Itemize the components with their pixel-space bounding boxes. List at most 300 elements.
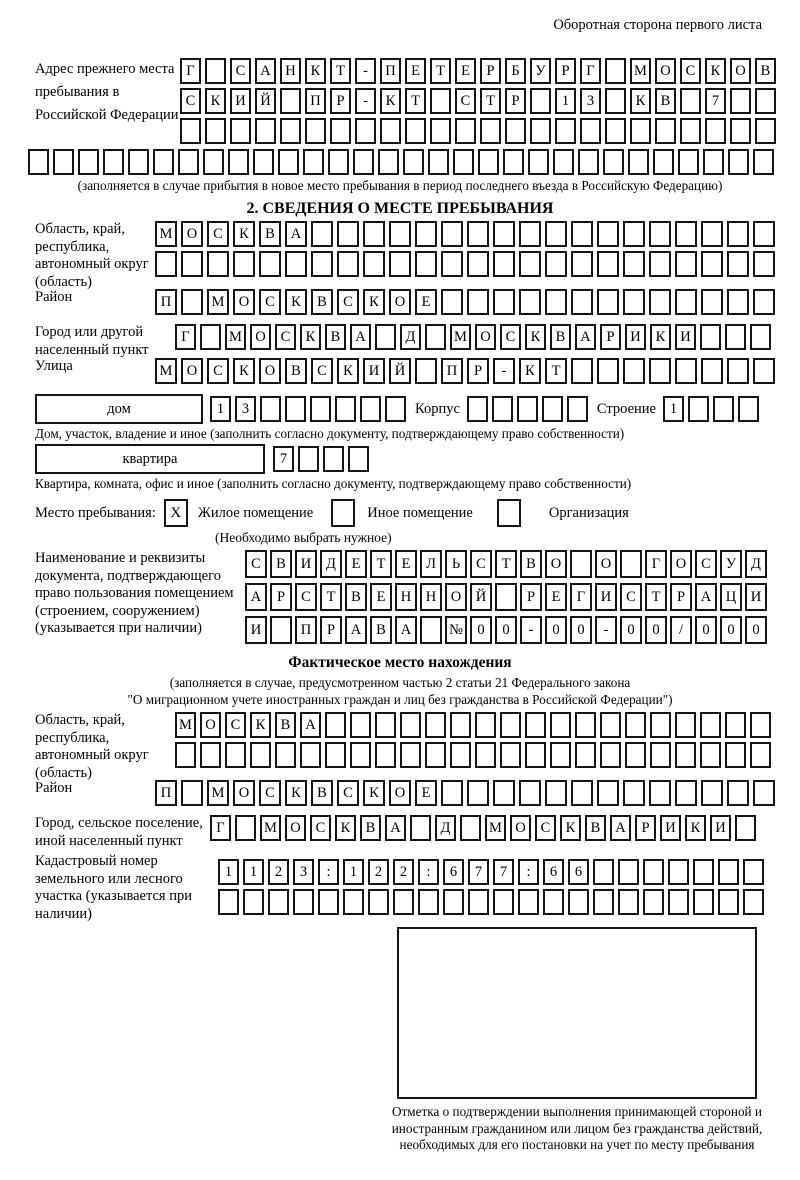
cadastral-row-1 <box>218 859 764 885</box>
cadastral-label: Кадастровый номер земельного или лесного участка (указывается при наличии) <box>35 853 192 922</box>
char-cell <box>128 149 149 175</box>
stay-type-note: (Необходимо выбрать нужное) <box>215 530 392 545</box>
char-cell <box>597 251 619 277</box>
house-note: Дом, участок, владение и иное (заполнить согласно документу, подтверждающему право собственности) <box>35 426 625 441</box>
char-cell <box>441 289 463 315</box>
korpus-cells <box>467 396 588 422</box>
char-cell <box>550 742 571 768</box>
char-cell <box>425 712 446 738</box>
char-cell: О <box>259 358 281 384</box>
char-cell <box>380 118 401 144</box>
char-cell: М <box>175 712 196 738</box>
char-cell: Е <box>405 58 426 84</box>
stay-region-row-2 <box>155 251 775 277</box>
char-cell <box>453 149 474 175</box>
char-cell <box>725 742 746 768</box>
char-cell: Г <box>645 550 667 578</box>
char-cell <box>623 358 645 384</box>
char-cell <box>268 889 289 915</box>
char-cell: В <box>311 289 333 315</box>
char-cell <box>293 889 314 915</box>
char-cell <box>467 251 489 277</box>
char-cell: О <box>233 289 255 315</box>
char-cell <box>280 118 301 144</box>
stay-type-option-residential: Жилое помещение <box>197 504 314 521</box>
char-cell: О <box>595 550 617 578</box>
char-cell: А <box>385 815 406 841</box>
char-cell: К <box>363 780 385 806</box>
char-cell: Т <box>480 88 501 114</box>
char-cell <box>500 712 521 738</box>
actual-region-row-1 <box>175 712 771 738</box>
stay-type-label: Место пребывания: <box>35 504 156 521</box>
char-cell <box>575 742 596 768</box>
char-cell <box>623 251 645 277</box>
char-cell <box>180 118 201 144</box>
char-cell <box>571 358 593 384</box>
char-cell: Т <box>495 550 517 578</box>
char-cell <box>500 742 521 768</box>
korpus-label: Корпус <box>415 400 460 417</box>
char-cell <box>600 742 621 768</box>
char-cell <box>567 396 588 422</box>
char-cell <box>597 358 619 384</box>
char-cell <box>643 859 664 885</box>
char-cell <box>603 149 624 175</box>
actual-location-note-2: "О миграционном учете иностранных граждан и лиц без гражданства в Российской Федерации") <box>127 692 673 707</box>
char-cell <box>753 221 775 247</box>
char-cell: Е <box>370 583 392 611</box>
actual-district-label: Район <box>35 780 73 796</box>
char-cell <box>495 583 517 611</box>
char-cell: К <box>705 58 726 84</box>
prev-address-row-4 <box>28 149 800 175</box>
char-cell: И <box>295 550 317 578</box>
char-cell: К <box>525 324 546 350</box>
char-cell: А <box>345 616 367 644</box>
char-cell: № <box>445 616 467 644</box>
char-cell <box>519 221 541 247</box>
char-cell <box>705 118 726 144</box>
char-cell <box>389 251 411 277</box>
char-cell <box>700 742 721 768</box>
actual-region-grid <box>175 712 771 772</box>
char-cell: И <box>660 815 681 841</box>
char-cell: - <box>355 88 376 114</box>
char-cell <box>755 88 776 114</box>
char-cell: А <box>395 616 417 644</box>
char-cell: И <box>625 324 646 350</box>
char-cell <box>53 149 74 175</box>
char-cell <box>455 118 476 144</box>
char-cell <box>649 289 671 315</box>
char-cell: Т <box>645 583 667 611</box>
char-cell <box>303 149 324 175</box>
char-cell <box>630 118 651 144</box>
char-cell: - <box>595 616 617 644</box>
stay-type-row <box>35 498 800 528</box>
char-cell: 1 <box>210 396 231 422</box>
char-cell <box>285 396 306 422</box>
char-cell: И <box>595 583 617 611</box>
char-cell: Д <box>400 324 421 350</box>
char-cell: М <box>260 815 281 841</box>
char-cell: С <box>680 58 701 84</box>
char-cell <box>225 742 246 768</box>
char-cell: О <box>670 550 692 578</box>
char-cell <box>680 88 701 114</box>
char-cell <box>441 251 463 277</box>
document-block <box>35 550 800 649</box>
char-cell <box>727 780 749 806</box>
char-cell: Н <box>420 583 442 611</box>
char-cell: 0 <box>695 616 717 644</box>
prev-address-block <box>35 58 800 148</box>
char-cell <box>28 149 49 175</box>
char-cell <box>337 251 359 277</box>
char-cell: К <box>205 88 226 114</box>
char-cell: 1 <box>218 859 239 885</box>
prev-address-row-1 <box>180 58 776 84</box>
char-cell <box>643 889 664 915</box>
char-cell <box>701 289 723 315</box>
char-cell: К <box>335 815 356 841</box>
char-cell <box>668 859 689 885</box>
char-cell: В <box>345 583 367 611</box>
char-cell <box>519 251 541 277</box>
char-cell: В <box>270 550 292 578</box>
char-cell: У <box>720 550 742 578</box>
document-row-3 <box>245 616 767 644</box>
char-cell: Д <box>320 550 342 578</box>
char-cell <box>325 742 346 768</box>
char-cell <box>623 780 645 806</box>
char-cell: Е <box>345 550 367 578</box>
char-cell <box>278 149 299 175</box>
char-cell: : <box>418 859 439 885</box>
char-cell <box>725 712 746 738</box>
char-cell: П <box>295 616 317 644</box>
char-cell <box>400 712 421 738</box>
char-cell: К <box>305 58 326 84</box>
stay-region-grid <box>155 221 775 281</box>
char-cell <box>360 396 381 422</box>
apartment-box-label: квартира <box>35 444 265 474</box>
char-cell <box>410 815 431 841</box>
char-cell <box>727 289 749 315</box>
char-cell: Г <box>580 58 601 84</box>
char-cell <box>393 889 414 915</box>
char-cell <box>200 324 221 350</box>
char-cell <box>727 251 749 277</box>
char-cell <box>545 251 567 277</box>
char-cell <box>218 889 239 915</box>
char-cell <box>200 742 221 768</box>
stay-type-checkbox-other <box>331 499 355 527</box>
char-cell <box>728 149 749 175</box>
char-cell <box>755 118 776 144</box>
char-cell: 7 <box>468 859 489 885</box>
stroenie-cells <box>663 396 759 422</box>
char-cell: М <box>207 289 229 315</box>
char-cell: М <box>155 221 177 247</box>
char-cell: 0 <box>495 616 517 644</box>
char-cell: Р <box>320 616 342 644</box>
actual-region-row-2 <box>175 742 771 768</box>
char-cell <box>335 396 356 422</box>
char-cell: К <box>685 815 706 841</box>
actual-city-row <box>210 815 756 841</box>
char-cell <box>235 815 256 841</box>
char-cell: К <box>519 358 541 384</box>
char-cell <box>493 780 515 806</box>
char-cell: Н <box>395 583 417 611</box>
char-cell <box>675 358 697 384</box>
char-cell: 6 <box>568 859 589 885</box>
char-cell: С <box>245 550 267 578</box>
char-cell: И <box>245 616 267 644</box>
apartment-cells <box>273 446 369 472</box>
char-cell: 7 <box>273 446 294 472</box>
char-cell: А <box>255 58 276 84</box>
char-cell <box>353 149 374 175</box>
char-cell: М <box>207 780 229 806</box>
cadastral-block <box>35 853 800 923</box>
char-cell <box>678 149 699 175</box>
prev-address-row-2 <box>180 88 776 114</box>
char-cell <box>597 780 619 806</box>
char-cell: Г <box>570 583 592 611</box>
char-cell: А <box>695 583 717 611</box>
char-cell <box>593 859 614 885</box>
char-cell <box>623 289 645 315</box>
char-cell: М <box>225 324 246 350</box>
char-cell <box>580 118 601 144</box>
char-cell: Г <box>180 58 201 84</box>
char-cell <box>275 742 296 768</box>
actual-location-note-1: (заполняется в случае, предусмотренном частью 2 статьи 21 Федерального закона <box>169 675 631 690</box>
char-cell: С <box>311 358 333 384</box>
char-cell <box>467 780 489 806</box>
char-cell: В <box>655 88 676 114</box>
char-cell <box>555 118 576 144</box>
char-cell <box>675 712 696 738</box>
char-cell <box>330 118 351 144</box>
char-cell <box>735 815 756 841</box>
stay-city-row <box>175 324 771 350</box>
prev-address-row-3 <box>180 118 776 144</box>
char-cell <box>518 889 539 915</box>
char-cell: - <box>520 616 542 644</box>
char-cell: 6 <box>443 859 464 885</box>
char-cell: Р <box>270 583 292 611</box>
char-cell <box>475 712 496 738</box>
char-cell: В <box>550 324 571 350</box>
char-cell: О <box>181 358 203 384</box>
char-cell <box>255 118 276 144</box>
stay-type-option-organization: Организация <box>548 504 629 521</box>
char-cell: О <box>545 550 567 578</box>
actual-district-block <box>35 780 800 810</box>
char-cell: О <box>445 583 467 611</box>
char-cell <box>253 149 274 175</box>
char-cell <box>207 251 229 277</box>
char-cell: Р <box>505 88 526 114</box>
char-cell <box>205 118 226 144</box>
char-cell <box>550 712 571 738</box>
char-cell <box>701 221 723 247</box>
page-side-note: Оборотная сторона первого листа <box>553 17 762 33</box>
char-cell <box>450 712 471 738</box>
char-cell: А <box>285 221 307 247</box>
char-cell: И <box>710 815 731 841</box>
char-cell <box>727 358 749 384</box>
char-cell <box>545 221 567 247</box>
char-cell: П <box>441 358 463 384</box>
char-cell <box>259 251 281 277</box>
char-cell <box>350 712 371 738</box>
char-cell: С <box>500 324 521 350</box>
char-cell: В <box>370 616 392 644</box>
char-cell: 7 <box>493 859 514 885</box>
char-cell <box>753 358 775 384</box>
char-cell <box>571 780 593 806</box>
char-cell: К <box>285 289 307 315</box>
char-cell: А <box>610 815 631 841</box>
char-cell: Е <box>545 583 567 611</box>
char-cell <box>368 889 389 915</box>
apartment-note: Квартира, комната, офис и иное (заполнить согласно документу, подтверждающему право собственности) <box>35 476 632 491</box>
char-cell <box>155 251 177 277</box>
char-cell: П <box>305 88 326 114</box>
char-cell <box>650 712 671 738</box>
stay-street-block <box>35 358 800 388</box>
char-cell <box>493 289 515 315</box>
char-cell <box>328 149 349 175</box>
char-cell <box>701 251 723 277</box>
char-cell <box>428 149 449 175</box>
char-cell: К <box>233 221 255 247</box>
char-cell: 2 <box>268 859 289 885</box>
char-cell: О <box>730 58 751 84</box>
char-cell <box>623 221 645 247</box>
char-cell <box>181 251 203 277</box>
prev-address-grid <box>180 58 776 148</box>
char-cell: Р <box>520 583 542 611</box>
char-cell: 0 <box>620 616 642 644</box>
char-cell <box>519 289 541 315</box>
char-cell <box>270 616 292 644</box>
char-cell <box>503 149 524 175</box>
char-cell: О <box>285 815 306 841</box>
cadastral-row-2 <box>218 889 764 915</box>
char-cell: 6 <box>543 859 564 885</box>
char-cell <box>441 221 463 247</box>
char-cell <box>493 889 514 915</box>
char-cell <box>430 118 451 144</box>
char-cell: А <box>245 583 267 611</box>
char-cell: К <box>380 88 401 114</box>
char-cell <box>355 118 376 144</box>
char-cell: 7 <box>705 88 726 114</box>
house-row <box>35 394 800 424</box>
document-row-2 <box>245 583 767 611</box>
char-cell: 1 <box>343 859 364 885</box>
char-cell: И <box>230 88 251 114</box>
char-cell <box>441 780 463 806</box>
char-cell: 3 <box>293 859 314 885</box>
house-cells <box>210 396 406 422</box>
char-cell <box>545 289 567 315</box>
char-cell: В <box>311 780 333 806</box>
char-cell: : <box>518 859 539 885</box>
char-cell <box>450 742 471 768</box>
char-cell: Т <box>405 88 426 114</box>
char-cell: Т <box>320 583 342 611</box>
char-cell <box>415 358 437 384</box>
char-cell: К <box>560 815 581 841</box>
char-cell <box>655 118 676 144</box>
char-cell: Ь <box>445 550 467 578</box>
char-cell: Т <box>545 358 567 384</box>
char-cell: О <box>181 221 203 247</box>
char-cell <box>363 251 385 277</box>
char-cell: С <box>535 815 556 841</box>
stay-street-row <box>155 358 775 384</box>
char-cell <box>700 712 721 738</box>
char-cell <box>363 221 385 247</box>
char-cell: С <box>620 583 642 611</box>
char-cell <box>300 742 321 768</box>
stamp-box-note: Отметка о подтверждении выполнения принимающей стороной и иностранным гражданином или лицом без гражданства действий, необходимых для его постановки на учет по месту пребывания <box>391 1104 763 1152</box>
char-cell: Н <box>280 58 301 84</box>
char-cell <box>649 780 671 806</box>
char-cell <box>519 780 541 806</box>
char-cell: Е <box>415 289 437 315</box>
char-cell: : <box>318 859 339 885</box>
char-cell: О <box>389 289 411 315</box>
char-cell <box>243 889 264 915</box>
char-cell: 0 <box>470 616 492 644</box>
char-cell <box>753 780 775 806</box>
char-cell <box>325 712 346 738</box>
char-cell: В <box>259 221 281 247</box>
char-cell <box>750 742 771 768</box>
char-cell <box>525 712 546 738</box>
char-cell <box>701 358 723 384</box>
char-cell <box>743 859 764 885</box>
char-cell <box>605 118 626 144</box>
char-cell <box>78 149 99 175</box>
char-cell <box>350 742 371 768</box>
char-cell: 3 <box>580 88 601 114</box>
char-cell <box>228 149 249 175</box>
actual-region-label: Область, край, республика, автономный округ (область) <box>35 712 149 781</box>
char-cell <box>403 149 424 175</box>
char-cell: К <box>630 88 651 114</box>
char-cell <box>675 221 697 247</box>
char-cell: 0 <box>545 616 567 644</box>
stay-district-row <box>155 289 775 315</box>
char-cell <box>385 396 406 422</box>
char-cell <box>430 88 451 114</box>
char-cell: 3 <box>235 396 256 422</box>
char-cell: С <box>259 780 281 806</box>
char-cell: С <box>180 88 201 114</box>
char-cell <box>625 712 646 738</box>
stay-region-row-1 <box>155 221 775 247</box>
char-cell: С <box>337 289 359 315</box>
